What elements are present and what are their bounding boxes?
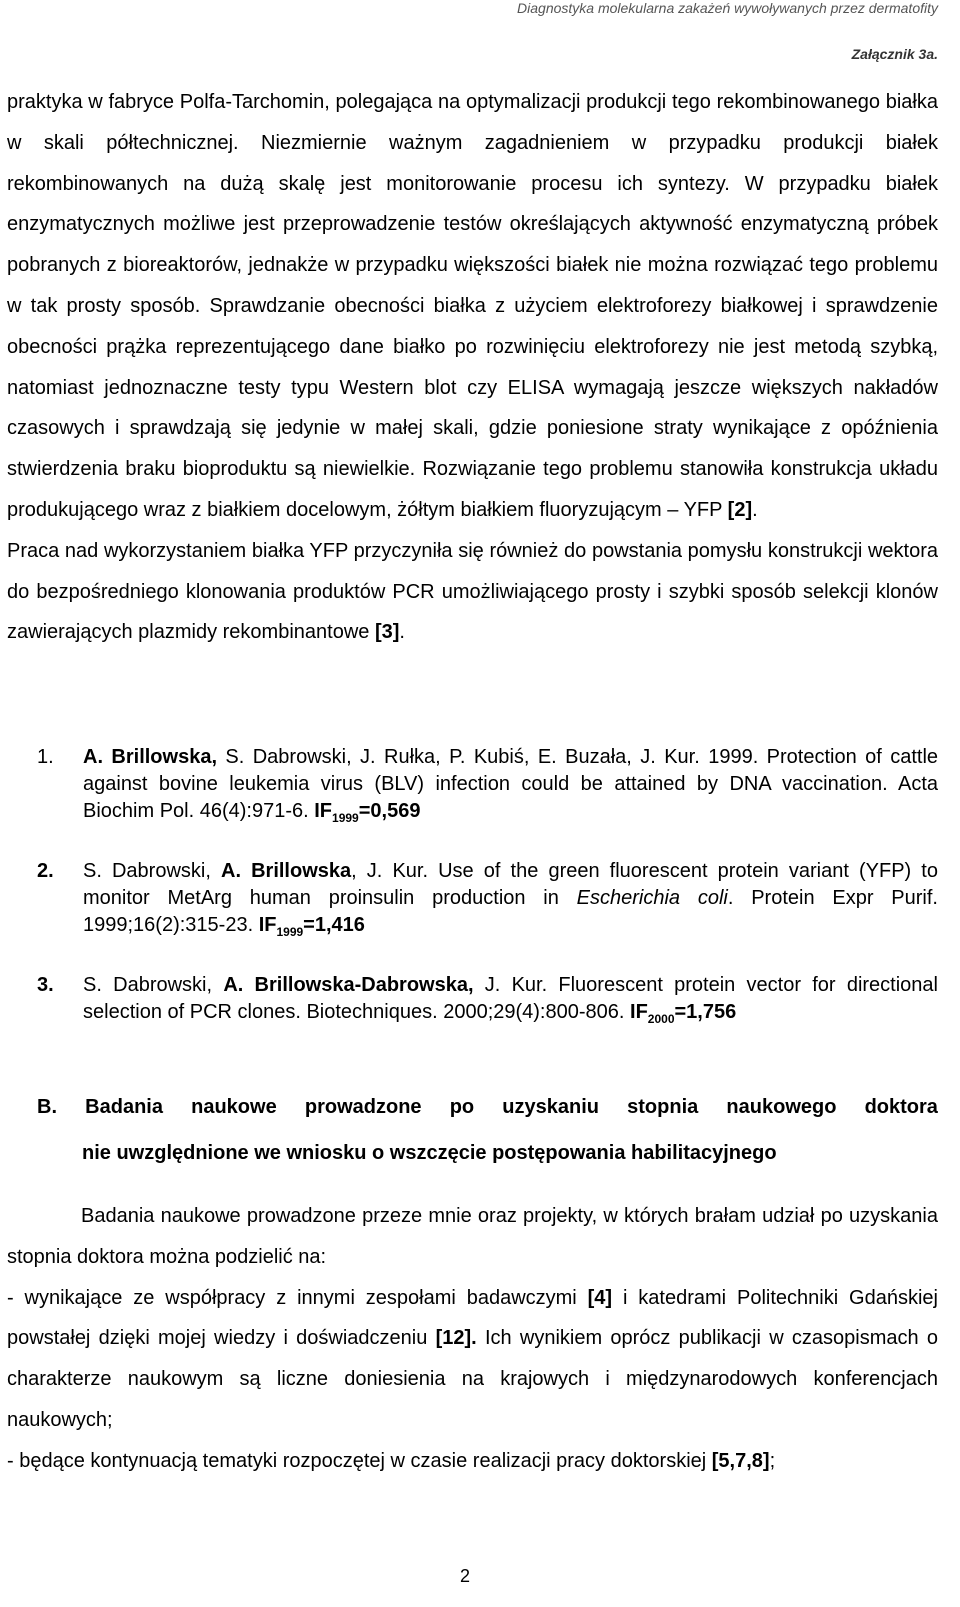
paragraph-2-text: Praca nad wykorzystaniem białka YFP przyczyniła się również do powstania pomysłu konstrukcji wektora do bezpośredniego klonowania produktów PCR umożliwiającego prosty i szybki sposób selekcji klonów zawierających plazmidy rekombinantowe	[7, 539, 938, 644]
section-b-title-word: Badania	[85, 1096, 163, 1118]
section-b-title-word: po	[449, 1096, 475, 1118]
reference-text: =1,416	[303, 914, 365, 936]
reference-text: =0,569	[358, 800, 421, 822]
section-b-title-word: naukowe	[191, 1096, 277, 1118]
reference-item	[7, 744, 938, 825]
reference-text: A. Brillowska,	[83, 746, 218, 768]
section-b-title-word: doktora	[864, 1096, 938, 1118]
reference-list	[7, 744, 938, 1059]
annex-label: Załącznik 3a.	[851, 46, 938, 62]
reference-item	[7, 972, 938, 1026]
reference-text: . Protein Expr Purif. 1999;16(2):315-23.	[83, 887, 938, 936]
reference-text: Escherichia coli	[576, 887, 728, 909]
reference-text: 1999	[332, 811, 359, 825]
section-b-title-word: prowadzone	[304, 1096, 422, 1118]
paragraph-2	[7, 531, 938, 653]
reference-text: A. Brillowska	[221, 860, 352, 882]
list-item-1-text-cont: i katedrami Politechniki Gdańskiej powstałej dzięki mojej wiedzy i doświadczeniu	[7, 1286, 938, 1350]
reference-text: IF	[630, 1001, 648, 1023]
reference-number: 3.	[37, 974, 54, 996]
reference-text: S. Dabrowski, J. Rułka, P. Kubiś, E. Buzała, J. Kur. 1999. Protection of cattle against bovine leukemia virus (BLV) infection could be attained by DNA vaccination. Acta Biochim Pol. 46(4):971-6.	[83, 746, 939, 822]
citation-12: [12].	[435, 1327, 477, 1350]
section-b-title-word: uzyskaniu	[502, 1096, 599, 1118]
period: .	[752, 498, 758, 521]
reference-text: IF	[258, 914, 277, 936]
reference-number: 1.	[37, 746, 54, 768]
list-item-1-text-end: Ich wynikiem oprócz publikacji w czasopismach o charakterze naukowym są liczne doniesienia na krajowych i międzynarodowych konferencjach naukowych;	[7, 1327, 938, 1431]
reference-text: S. Dabrowski,	[83, 974, 224, 996]
reference-text: J. Kur. Fluorescent protein vector for directional selection of PCR clones. Biotechniques. 2000;29(4):800-806.	[83, 974, 938, 1023]
reference-text: 1999	[276, 925, 304, 939]
section-b-heading	[7, 1084, 938, 1176]
reference-text: , J. Kur. Use of the green fluorescent protein variant (YFP) to monitor MetArg human proinsulin production in	[83, 860, 938, 909]
reference-text: =1,756	[674, 1001, 737, 1023]
citation-2: [2]	[727, 498, 753, 521]
period: .	[399, 621, 405, 644]
reference-text: IF	[314, 800, 333, 822]
page-number: 2	[460, 1566, 471, 1586]
reference-text: S. Dabrowski,	[83, 860, 221, 882]
paragraph-1	[7, 82, 938, 531]
citation-4: [4]	[587, 1286, 613, 1309]
section-b-title-line-2: nie uwzględnione we wniosku o wszczęcie postępowania habilitacyjnego	[82, 1142, 777, 1164]
running-header: Diagnostyka molekularna zakażeń wywoływanych przez dermatofity	[517, 0, 938, 16]
section-b-title-word: stopnia	[627, 1096, 699, 1118]
citation-3: [3]	[374, 621, 400, 644]
section-b-text	[7, 1196, 938, 1482]
list-item-2-text: - będące kontynuacją tematyki rozpoczętej w czasie realizacji pracy doktorskiej	[7, 1449, 712, 1472]
paragraph-1-text: praktyka w fabryce Polfa-Tarchomin, polegająca na optymalizacji produkcji tego rekombinowanego białka w skali półtechnicznej. Niezmiernie ważnym zagadnieniem w przypadku produkcji białek rekombinowanych na dużą skalę jest monitorowanie procesu ich syntezy. W przypadku białek enzymatycznych możliwe jest przeprowadzenie testów określających aktywność enzymatyczną próbek pobranych z bioreaktorów, jednakże w przypadku większości białek nie można rozwiązać tego problemu w tak prosty sposób. Sprawdzanie obecności białka z użyciem elektroforezy białkowej i sprawdzenie obecności prążka reprezentującego dane białko po rozwinięciu elektroforezy nie jest metodą szybką, natomiast jednoznaczne testy typu Western blot czy ELISA wymagają jeszcze większych nakładów czasowych i sprawdzają się jedynie w małej skali, gdzie poniesione straty wynikające z opóźnienia stwierdzenia braku bioproduktu są niewielkie. Rozwiązanie tego problemu stanowiła konstrukcja układu produkującego wraz z białkiem docelowym, żółtym białkiem fluoryzującym – YFP	[7, 91, 938, 521]
intro-paragraph: Badania naukowe prowadzone przeze mnie oraz projekty, w których brałam udział po uzyskania stopnia doktora można podzielić na:	[7, 1205, 938, 1268]
section-b-title-word: naukowego	[726, 1096, 837, 1118]
semicolon: ;	[769, 1449, 776, 1472]
list-item-1	[7, 1278, 938, 1441]
main-text	[7, 82, 938, 653]
reference-item	[7, 858, 938, 939]
citation-5-7-8: [5,7,8]	[711, 1449, 770, 1472]
reference-number: 2.	[37, 860, 54, 882]
reference-text: 2000	[647, 1012, 675, 1026]
reference-text: A. Brillowska-Dabrowska,	[223, 974, 474, 996]
list-item-2	[7, 1441, 938, 1482]
list-item-1-text: - wynikające ze współpracy z innymi zespołami badawczymi	[7, 1286, 588, 1309]
section-letter: B.	[37, 1096, 57, 1118]
section-b-title-line-1	[7, 1084, 938, 1130]
